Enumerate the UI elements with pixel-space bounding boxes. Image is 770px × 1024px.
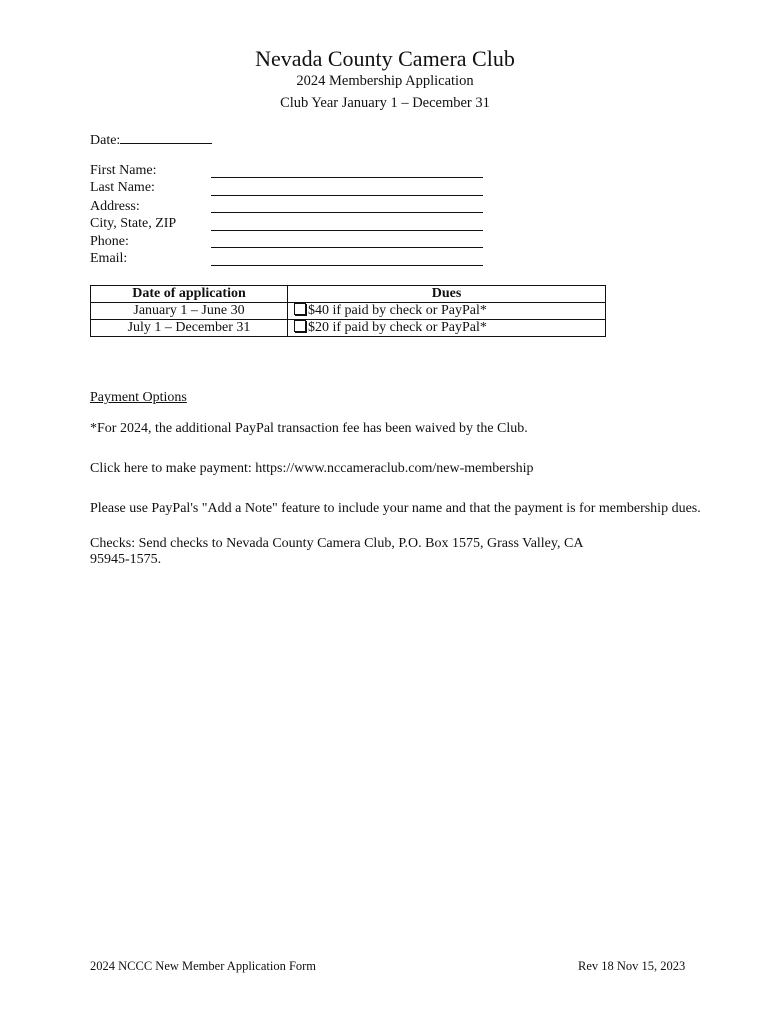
document-subtitle: 2024 Membership Application [296, 73, 474, 89]
payment-link-text[interactable]: Click here to make payment: https://www.nccameraclub.com/new-membership [90, 461, 534, 476]
dues-table [90, 285, 606, 337]
header-dues: Dues [288, 286, 606, 303]
dues-option-label: $20 if paid by check or PayPal* [308, 320, 487, 335]
table-header-row [91, 286, 606, 303]
date-label: Date: [90, 133, 121, 148]
period-cell: January 1 – June 30 [91, 303, 288, 320]
email-field[interactable] [211, 265, 483, 266]
checks-instruction-line2: 95945-1575. [90, 552, 162, 567]
table-row [91, 320, 606, 337]
dues-checkbox-half-year[interactable] [294, 320, 306, 332]
last-name-label: Last Name: [90, 180, 155, 195]
phone-field[interactable] [211, 247, 483, 248]
paypal-note-instruction: Please use PayPal's "Add a Note" feature to include your name and that the payment is for membership dues. [90, 501, 701, 516]
dues-cell [288, 303, 606, 320]
period-cell: July 1 – December 31 [91, 320, 288, 337]
footer-form-name: 2024 NCCC New Member Application Form [90, 959, 317, 973]
date-row [90, 130, 212, 149]
address-field[interactable] [211, 212, 483, 213]
checks-instruction-line1: Checks: Send checks to Nevada County Camera Club, P.O. Box 1575, Grass Valley, CA [90, 536, 584, 551]
club-year: Club Year January 1 – December 31 [280, 95, 490, 111]
document-title: Nevada County Camera Club [255, 46, 515, 71]
dues-checkbox-full-year[interactable] [294, 303, 306, 315]
city-state-zip-field[interactable] [211, 230, 483, 231]
paypal-fee-note: *For 2024, the additional PayPal transaction fee has been waived by the Club. [90, 421, 528, 436]
payment-options-heading: Payment Options [90, 390, 187, 405]
phone-label: Phone: [90, 234, 129, 249]
dues-option-label: $40 if paid by check or PayPal* [308, 303, 487, 318]
footer-revision: Rev 18 Nov 15, 2023 [578, 959, 686, 973]
dues-cell [288, 320, 606, 337]
first-name-field[interactable] [211, 177, 483, 178]
city-state-zip-label: City, State, ZIP [90, 216, 177, 231]
first-name-label: First Name: [90, 163, 157, 178]
address-label: Address: [90, 199, 140, 214]
email-label: Email: [90, 251, 128, 266]
last-name-field[interactable] [211, 195, 483, 196]
date-field[interactable] [120, 130, 212, 144]
header-date-of-application: Date of application [91, 286, 288, 303]
table-row [91, 303, 606, 320]
